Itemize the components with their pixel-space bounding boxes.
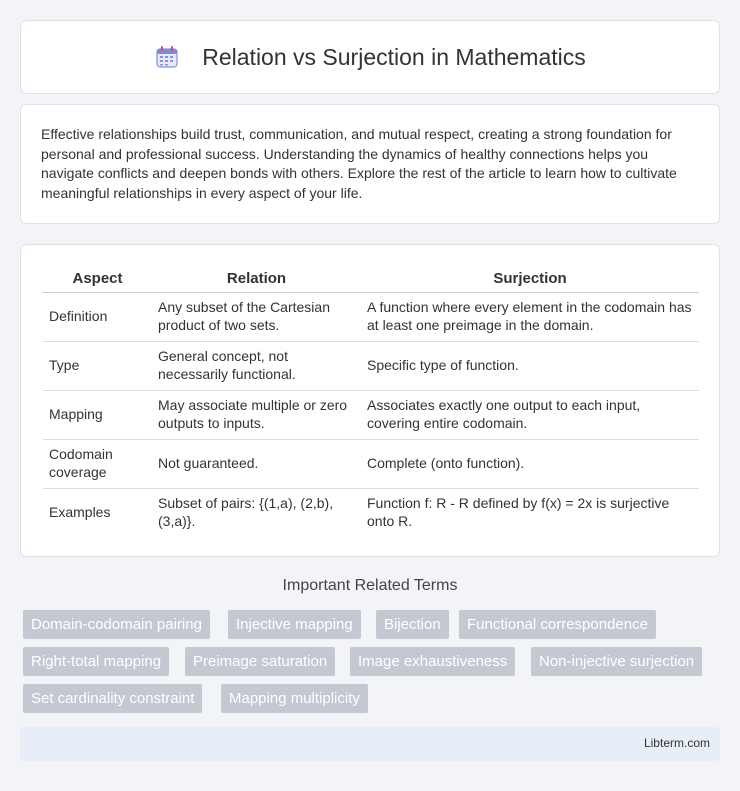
table-row [43,390,699,439]
footer [20,727,720,761]
cell-surjection: Associates exactly one output to each input, covering entire codomain. [361,390,699,439]
footer-site-link[interactable]: Libterm.com [643,736,710,750]
table-row [43,488,699,537]
cell-surjection: Specific type of function. [361,341,699,390]
term-tag[interactable]: Right-total mapping [23,647,169,676]
term-tag[interactable]: Non-injective surjection [531,647,702,676]
term-tag[interactable]: Injective mapping [228,610,361,639]
cell-aspect: Codomain coverage [43,439,152,488]
calendar-icon [154,44,180,70]
table-row [43,292,699,341]
page-title: Relation vs Surjection in Mathematics [202,43,586,70]
cell-relation: Not guaranteed. [152,439,361,488]
intro-text: Effective relationships build trust, communication, and mutual respect, creating a strong foundation for personal and professional success. Understanding the dynamics of healthy connections helps you navigate conflicts and deepen bonds with others. Explore the rest of the article to learn how to cultivate meaningful relationships in every aspect of your life. [41,126,677,201]
cell-relation: Any subset of the Cartesian product of two sets. [152,292,361,341]
header-aspect: Aspect [43,265,152,292]
header-relation: Relation [152,265,361,292]
term-tag[interactable]: Functional correspondence [459,610,656,639]
cell-aspect: Examples [49,504,111,520]
related-terms-title: Important Related Terms [282,577,458,594]
term-tag[interactable]: Bijection [376,610,449,639]
term-tag[interactable]: Preimage saturation [185,647,335,676]
term-tag[interactable]: Set cardinality constraint [23,684,202,713]
intro-card [20,104,720,224]
table-header-row [43,265,699,292]
comparison-card [20,244,720,557]
cell-relation: General concept, not necessarily functional. [152,341,361,390]
cell-relation: Subset of pairs: {(1,a), (2,b), (3,a)}. [158,495,334,529]
cell-surjection: Function f: R - R defined by f(x) = 2x is surjective onto R. [367,495,670,529]
header-surjection: Surjection [361,265,699,292]
term-tag[interactable]: Mapping multiplicity [221,684,368,713]
cell-surjection: A function where every element in the codomain has at least one preimage in the domain. [361,292,699,341]
table-row [43,439,699,488]
cell-relation: May associate multiple or zero outputs to inputs. [152,390,361,439]
term-tag[interactable]: Domain-codomain pairing [23,610,210,639]
cell-aspect: Type [43,341,152,390]
comparison-table [43,265,699,537]
cell-aspect: Definition [43,292,152,341]
header-card [20,20,720,94]
cell-aspect: Mapping [43,390,152,439]
term-tag[interactable]: Image exhaustiveness [350,647,515,676]
table-row [43,341,699,390]
cell-surjection: Complete (onto function). [361,439,699,488]
